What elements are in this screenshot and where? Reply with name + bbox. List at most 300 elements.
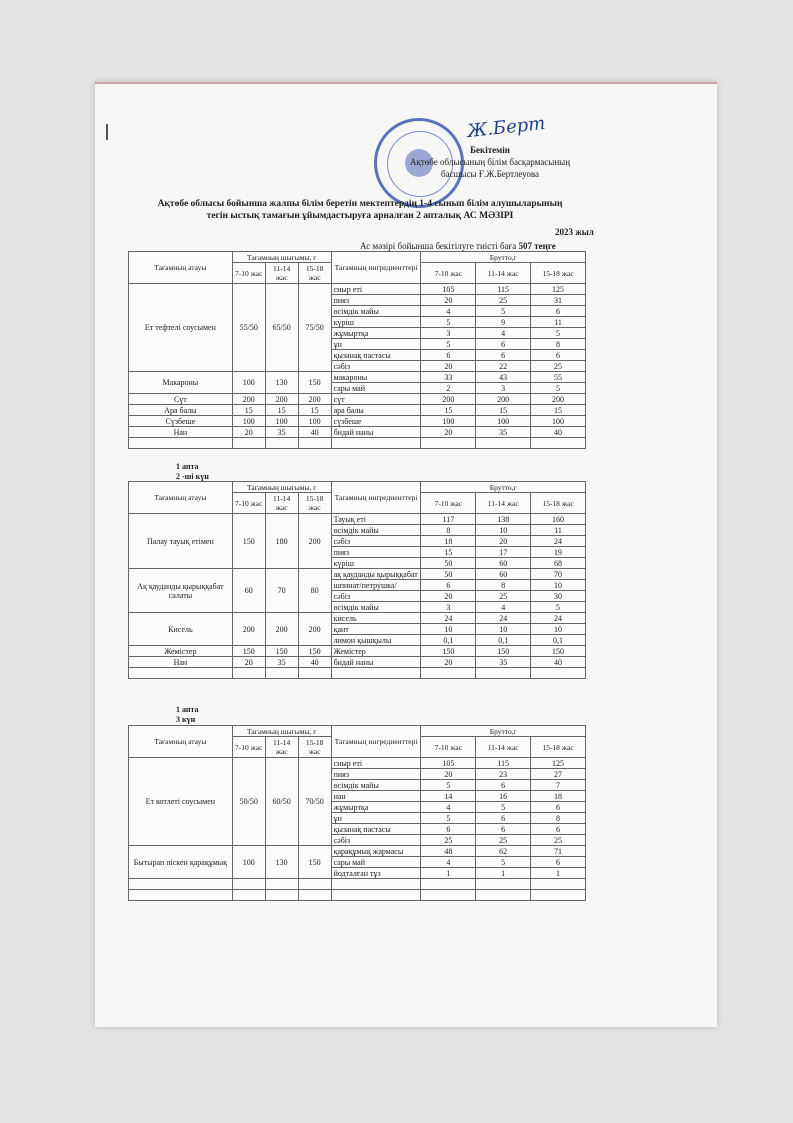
portion-cell: 200 (232, 394, 265, 405)
ingredient-name: Тауық еті (331, 514, 421, 525)
brutto-cell: 55 (531, 372, 586, 383)
year: 2023 жыл (555, 227, 594, 237)
brutto-cell: 30 (531, 591, 586, 602)
brutto-cell: 11 (531, 317, 586, 328)
blank-cell (476, 879, 531, 890)
document-title (130, 198, 590, 222)
brutto-cell: 5 (421, 317, 476, 328)
brutto-cell: 10 (476, 525, 531, 536)
col-age-header: 11-14 жас (476, 263, 531, 284)
blank-cell (265, 879, 298, 890)
blank-row (129, 668, 586, 679)
blank-cell (331, 668, 421, 679)
table-row (129, 372, 586, 383)
brutto-cell: 31 (531, 295, 586, 306)
col-ingredients-header: Тағамның ингредиенттері (331, 252, 421, 284)
portion-cell: 80 (298, 569, 331, 613)
brutto-cell: 6 (421, 824, 476, 835)
col-age-header: 11-14 жас (265, 263, 298, 284)
brutto-cell: 200 (476, 394, 531, 405)
ingredient-name: сәбіз (331, 361, 421, 372)
col-dish-header: Тағамның атауы (129, 726, 233, 758)
brutto-cell: 25 (476, 295, 531, 306)
col-dish-header: Тағамның атауы (129, 482, 233, 514)
ingredient-name: сары май (331, 857, 421, 868)
brutto-cell: 24 (531, 536, 586, 547)
ingredient-name: лимон қышқылы (331, 635, 421, 646)
blank-cell (331, 438, 421, 449)
blank-row (129, 438, 586, 449)
portion-cell: 150 (232, 646, 265, 657)
ingredient-name: өсімдік майы (331, 602, 421, 613)
brutto-cell: 6 (421, 580, 476, 591)
title-line-2: тегін ыстық тамағын ұйымдастыруға арналған 2 апталық АС МӘЗІРІ (206, 211, 514, 221)
day-label: 3 күн (176, 715, 196, 724)
dish-name: Жемістер (129, 646, 233, 657)
col-dish-header: Тағамның атауы (129, 252, 233, 284)
table-row (129, 646, 586, 657)
ingredient-name: сүзбеше (331, 416, 421, 427)
portion-cell: 60 (232, 569, 265, 613)
blank-cell (531, 879, 586, 890)
brutto-cell: 5 (421, 339, 476, 350)
col-age-header: 7-10 жас (232, 737, 265, 758)
col-age-header: 15-18 жас (298, 493, 331, 514)
brutto-cell: 24 (531, 613, 586, 624)
col-age-header: 15-18 жас (531, 737, 586, 758)
dish-name: Ақ қауданды қырыққабат салаты (129, 569, 233, 613)
brutto-cell: 18 (531, 791, 586, 802)
brutto-cell: 8 (421, 525, 476, 536)
blank-cell (331, 879, 421, 890)
portion-cell: 75/50 (298, 284, 331, 372)
brutto-cell: 18 (421, 536, 476, 547)
brutto-cell: 25 (531, 835, 586, 846)
table-row (129, 394, 586, 405)
table-row (129, 427, 586, 438)
brutto-cell: 125 (531, 758, 586, 769)
dish-name: Макароны (129, 372, 233, 394)
blank-cell (129, 438, 233, 449)
brutto-cell: 50 (421, 558, 476, 569)
title-line-1: Ақтөбе облысы бойынша жалпы білім беретін мектептердің 1-4 сынып білім алушыларының (157, 199, 563, 209)
blank-cell (531, 438, 586, 449)
paper-edge (95, 82, 717, 84)
ingredient-name: шпинат/петрушка/ (331, 580, 421, 591)
menu-table-day3 (128, 725, 586, 901)
brutto-cell: 8 (476, 580, 531, 591)
brutto-cell: 50 (421, 569, 476, 580)
col-brutto-header: Брутто,г (421, 252, 586, 263)
menu-table-day1 (128, 251, 586, 449)
dish-name: Ет котлеті соусымен (129, 758, 233, 846)
brutto-cell: 105 (421, 758, 476, 769)
ingredient-name: бидай наны (331, 427, 421, 438)
brutto-cell: 71 (531, 846, 586, 857)
portion-cell: 150 (265, 646, 298, 657)
portion-cell: 200 (265, 613, 298, 646)
table-row (129, 405, 586, 416)
brutto-cell: 3 (421, 328, 476, 339)
brutto-cell: 5 (421, 780, 476, 791)
portion-cell: 15 (265, 405, 298, 416)
approve-line: Бекітемін (470, 145, 510, 155)
brutto-cell: 70 (531, 569, 586, 580)
price-value: 507 теңге (518, 241, 556, 251)
brutto-cell: 105 (421, 284, 476, 295)
ingredient-name: кисель (331, 613, 421, 624)
brutto-cell: 14 (421, 791, 476, 802)
price-label: Ас мәзірі бойынша бекітілуге тиісті баға (360, 241, 517, 251)
ingredient-name: жұмыртқа (331, 802, 421, 813)
dish-name: Нан (129, 427, 233, 438)
brutto-cell: 10 (531, 624, 586, 635)
ingredient-name: Жемістер (331, 646, 421, 657)
ingredient-name: қант (331, 624, 421, 635)
portion-cell: 200 (298, 514, 331, 569)
ingredient-name: күріш (331, 558, 421, 569)
brutto-cell: 19 (531, 547, 586, 558)
ingredient-name: сиыр еті (331, 758, 421, 769)
portion-cell: 15 (298, 405, 331, 416)
brutto-cell: 0,1 (531, 635, 586, 646)
col-age-header: 11-14 жас (265, 493, 298, 514)
blank-cell (476, 890, 531, 901)
day2-label (176, 462, 209, 482)
brutto-cell: 125 (531, 284, 586, 295)
portion-cell: 200 (265, 394, 298, 405)
brutto-cell: 20 (421, 591, 476, 602)
approve-line: басшысы Ғ.Ж.Бертлеуова (440, 169, 540, 179)
ingredient-name: сәбіз (331, 835, 421, 846)
signature: Ж.Берт (466, 112, 547, 143)
brutto-cell: 10 (476, 624, 531, 635)
week-label: 1 апта (176, 705, 199, 714)
table-row (129, 569, 586, 580)
brutto-cell: 6 (531, 802, 586, 813)
ingredient-name: ақ қауданды қырыққабат (331, 569, 421, 580)
brutto-cell: 5 (531, 602, 586, 613)
portion-cell: 35 (265, 427, 298, 438)
brutto-cell: 24 (421, 613, 476, 624)
dish-name: Ара балы (129, 405, 233, 416)
brutto-cell: 6 (531, 824, 586, 835)
blank-cell (421, 890, 476, 901)
col-age-header: 15-18 жас (298, 263, 331, 284)
col-age-header: 7-10 жас (421, 263, 476, 284)
col-age-header: 7-10 жас (421, 737, 476, 758)
portion-cell: 35 (265, 657, 298, 668)
ingredient-name: макароны (331, 372, 421, 383)
col-age-header: 15-18 жас (531, 493, 586, 514)
col-age-header: 7-10 жас (232, 493, 265, 514)
ingredient-name: йодталған тұз (331, 868, 421, 879)
brutto-cell: 48 (421, 846, 476, 857)
table-row (129, 758, 586, 769)
col-age-header: 15-18 жас (298, 737, 331, 758)
brutto-cell: 1 (421, 868, 476, 879)
brutto-cell: 3 (476, 383, 531, 394)
blank-cell (476, 438, 531, 449)
blank-cell (531, 890, 586, 901)
approval-block (395, 112, 585, 180)
portion-cell: 60/50 (265, 758, 298, 846)
brutto-cell: 6 (476, 339, 531, 350)
brutto-cell: 3 (421, 602, 476, 613)
blank-cell (421, 879, 476, 890)
brutto-cell: 6 (421, 350, 476, 361)
brutto-cell: 9 (476, 317, 531, 328)
brutto-cell: 25 (421, 835, 476, 846)
col-brutto-header: Брутто,г (421, 482, 586, 493)
portion-cell: 100 (232, 846, 265, 879)
portion-cell: 150 (298, 372, 331, 394)
brutto-cell: 40 (531, 657, 586, 668)
portion-cell: 150 (232, 514, 265, 569)
portion-cell: 100 (265, 416, 298, 427)
brutto-cell: 60 (476, 558, 531, 569)
brutto-cell: 25 (531, 361, 586, 372)
ingredient-name: ұн (331, 813, 421, 824)
brutto-cell: 5 (531, 328, 586, 339)
brutto-cell: 6 (531, 857, 586, 868)
brutto-cell: 100 (476, 416, 531, 427)
ingredient-name: қызанақ пастасы (331, 824, 421, 835)
portion-cell: 15 (232, 405, 265, 416)
brutto-cell: 23 (476, 769, 531, 780)
brutto-cell: 43 (476, 372, 531, 383)
brutto-cell: 150 (531, 646, 586, 657)
brutto-cell: 11 (531, 525, 586, 536)
brutto-cell: 200 (421, 394, 476, 405)
brutto-cell: 1 (531, 868, 586, 879)
brutto-cell: 5 (476, 857, 531, 868)
ingredient-name: қызанақ пастасы (331, 350, 421, 361)
portion-cell: 200 (232, 613, 265, 646)
brutto-cell: 6 (531, 306, 586, 317)
portion-cell: 40 (298, 427, 331, 438)
col-age-header: 7-10 жас (421, 493, 476, 514)
brutto-cell: 4 (476, 602, 531, 613)
pen-mark (106, 124, 108, 140)
blank-cell (298, 668, 331, 679)
brutto-cell: 25 (476, 835, 531, 846)
dish-name: Сүзбеше (129, 416, 233, 427)
brutto-cell: 100 (531, 416, 586, 427)
portion-cell: 50/50 (232, 758, 265, 846)
ingredient-name: жұмыртқа (331, 328, 421, 339)
ingredient-name: нан (331, 791, 421, 802)
portion-cell: 100 (232, 372, 265, 394)
brutto-cell: 33 (421, 372, 476, 383)
blank-cell (298, 438, 331, 449)
blank-cell (298, 879, 331, 890)
ingredient-name: бидай наны (331, 657, 421, 668)
week-label: 1 апта (176, 462, 199, 471)
brutto-cell: 10 (421, 624, 476, 635)
col-ingredients-header: Тағамның ингредиенттері (331, 482, 421, 514)
ingredient-name: өсімдік майы (331, 780, 421, 791)
ingredient-name: сары май (331, 383, 421, 394)
blank-row (129, 879, 586, 890)
brutto-cell: 35 (476, 427, 531, 438)
brutto-cell: 138 (476, 514, 531, 525)
blank-cell (421, 438, 476, 449)
brutto-cell: 4 (421, 857, 476, 868)
ingredient-name: пияз (331, 769, 421, 780)
brutto-cell: 160 (531, 514, 586, 525)
blank-cell (265, 890, 298, 901)
blank-cell (129, 890, 233, 901)
blank-cell (531, 668, 586, 679)
brutto-cell: 4 (421, 306, 476, 317)
brutto-cell: 62 (476, 846, 531, 857)
brutto-cell: 20 (476, 536, 531, 547)
table-row (129, 416, 586, 427)
brutto-cell: 15 (531, 405, 586, 416)
table-row (129, 514, 586, 525)
brutto-cell: 15 (476, 405, 531, 416)
blank-cell (232, 438, 265, 449)
table-row (129, 613, 586, 624)
portion-cell: 70 (265, 569, 298, 613)
blank-cell (129, 879, 233, 890)
day-label: 2 -ші күн (176, 472, 209, 481)
dish-name: Сүт (129, 394, 233, 405)
brutto-cell: 10 (531, 580, 586, 591)
brutto-cell: 1 (476, 868, 531, 879)
brutto-cell: 60 (476, 569, 531, 580)
col-age-header: 15-18 жас (531, 263, 586, 284)
brutto-cell: 100 (421, 416, 476, 427)
brutto-cell: 115 (476, 284, 531, 295)
brutto-cell: 20 (421, 295, 476, 306)
ingredient-name: пияз (331, 547, 421, 558)
day3-label (176, 705, 199, 725)
blank-cell (331, 890, 421, 901)
dish-name: Палау тауық етімен (129, 514, 233, 569)
portion-cell: 70/50 (298, 758, 331, 846)
portion-cell: 55/50 (232, 284, 265, 372)
ingredient-name: сәбіз (331, 591, 421, 602)
portion-cell: 100 (298, 416, 331, 427)
brutto-cell: 6 (476, 824, 531, 835)
portion-cell: 200 (298, 613, 331, 646)
portion-cell: 20 (232, 657, 265, 668)
portion-cell: 150 (298, 646, 331, 657)
blank-cell (476, 668, 531, 679)
brutto-cell: 4 (421, 802, 476, 813)
blank-cell (129, 668, 233, 679)
brutto-cell: 150 (421, 646, 476, 657)
brutto-cell: 200 (531, 394, 586, 405)
col-age-header: 11-14 жас (476, 737, 531, 758)
portion-cell: 150 (298, 846, 331, 879)
blank-cell (232, 890, 265, 901)
portion-cell: 20 (232, 427, 265, 438)
col-age-header: 11-14 жас (476, 493, 531, 514)
table-row (129, 284, 586, 295)
col-portion-header: Тағамның шығымы, г (232, 252, 331, 263)
blank-cell (232, 668, 265, 679)
ingredient-name: сәбіз (331, 536, 421, 547)
brutto-cell: 22 (476, 361, 531, 372)
brutto-cell: 150 (476, 646, 531, 657)
col-ingredients-header: Тағамның ингредиенттері (331, 726, 421, 758)
col-age-header: 11-14 жас (265, 737, 298, 758)
brutto-cell: 20 (421, 427, 476, 438)
brutto-cell: 20 (421, 769, 476, 780)
col-brutto-header: Брутто,г (421, 726, 586, 737)
brutto-cell: 25 (476, 591, 531, 602)
portion-cell: 130 (265, 846, 298, 879)
brutto-cell: 17 (476, 547, 531, 558)
blank-cell (265, 668, 298, 679)
brutto-cell: 24 (476, 613, 531, 624)
dish-name: Ет тефтелі соусымен (129, 284, 233, 372)
brutto-cell: 5 (476, 802, 531, 813)
ingredient-name: күріш (331, 317, 421, 328)
col-age-header: 7-10 жас (232, 263, 265, 284)
portion-cell: 40 (298, 657, 331, 668)
brutto-cell: 2 (421, 383, 476, 394)
brutto-cell: 0,1 (421, 635, 476, 646)
brutto-cell: 4 (476, 328, 531, 339)
ingredient-name: пияз (331, 295, 421, 306)
ingredient-name: өсімдік майы (331, 525, 421, 536)
price-line (360, 241, 556, 251)
brutto-cell: 5 (421, 813, 476, 824)
brutto-cell: 6 (476, 780, 531, 791)
brutto-cell: 15 (421, 547, 476, 558)
blank-row (129, 890, 586, 901)
ingredient-name: сиыр еті (331, 284, 421, 295)
ingredient-name: ұн (331, 339, 421, 350)
table-row (129, 657, 586, 668)
brutto-cell: 0,1 (476, 635, 531, 646)
portion-cell: 100 (232, 416, 265, 427)
brutto-cell: 8 (531, 339, 586, 350)
blank-cell (298, 890, 331, 901)
ingredient-name: өсімдік майы (331, 306, 421, 317)
brutto-cell: 7 (531, 780, 586, 791)
brutto-cell: 68 (531, 558, 586, 569)
brutto-cell: 27 (531, 769, 586, 780)
table-row (129, 846, 586, 857)
portion-cell: 130 (265, 372, 298, 394)
brutto-cell: 8 (531, 813, 586, 824)
brutto-cell: 6 (531, 350, 586, 361)
brutto-cell: 117 (421, 514, 476, 525)
brutto-cell: 6 (476, 350, 531, 361)
brutto-cell: 15 (421, 405, 476, 416)
dish-name: Бытырап піскен қарақұмық (129, 846, 233, 879)
portion-cell: 200 (298, 394, 331, 405)
ingredient-name: ара балы (331, 405, 421, 416)
dish-name: Кисель (129, 613, 233, 646)
ingredient-name: сүт (331, 394, 421, 405)
brutto-cell: 20 (421, 657, 476, 668)
brutto-cell: 35 (476, 657, 531, 668)
blank-cell (421, 668, 476, 679)
menu-table-day2 (128, 481, 586, 679)
ingredient-name: қарақұмық жармасы (331, 846, 421, 857)
approve-line: Ақтөбе облысының білім басқармасының (409, 157, 571, 167)
brutto-cell: 16 (476, 791, 531, 802)
brutto-cell: 6 (476, 813, 531, 824)
dish-name: Нан (129, 657, 233, 668)
brutto-cell: 40 (531, 427, 586, 438)
